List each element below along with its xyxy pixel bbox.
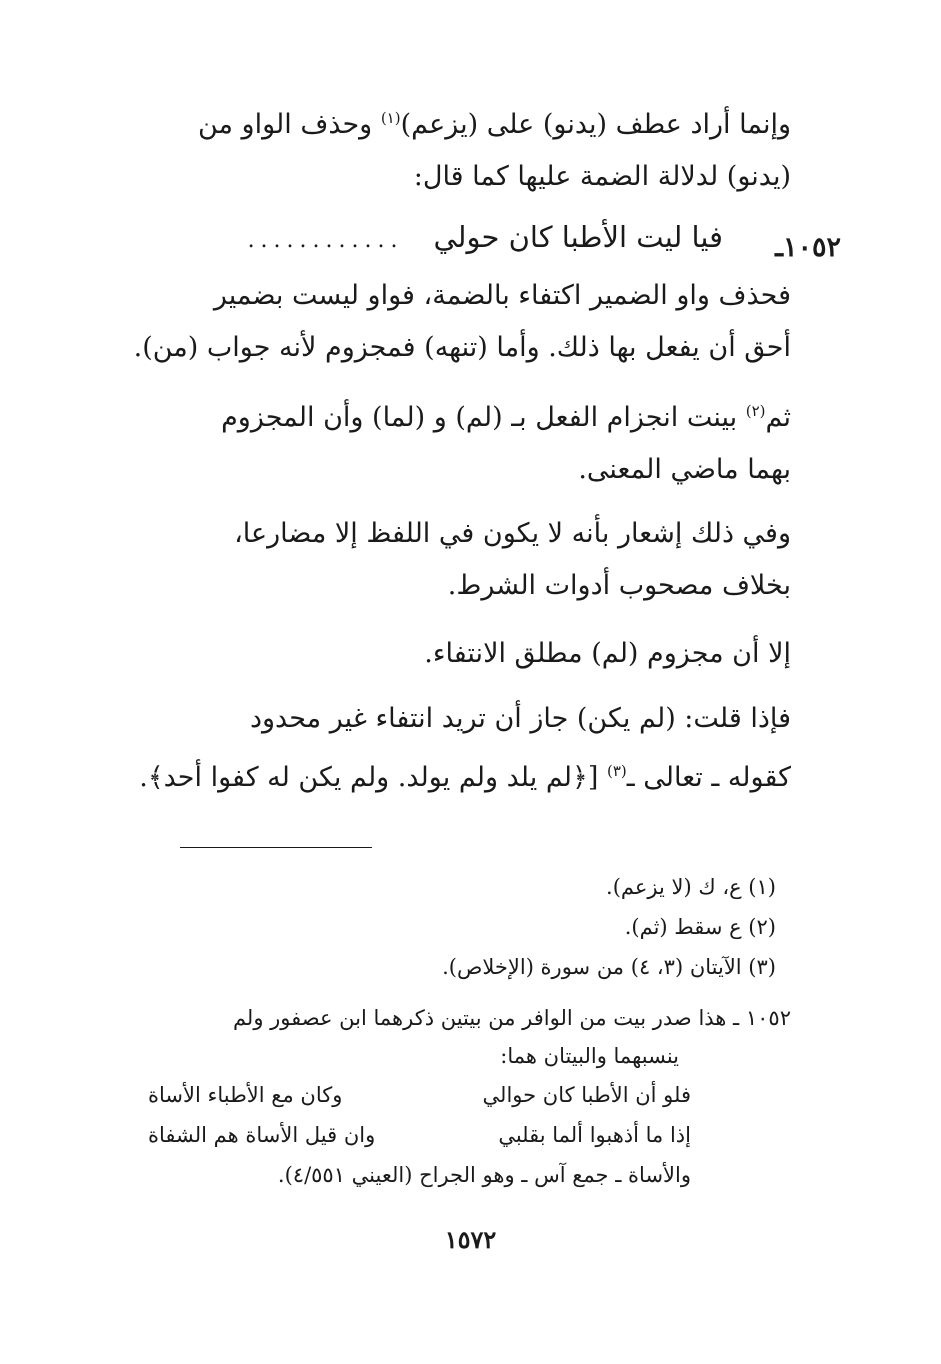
poem-hemistich: وكان مع الأطباء الأساة [148,1083,343,1107]
footnote-separator [180,847,372,848]
text-line: ثم [765,402,791,433]
footnote-ref: (٢) [745,402,766,420]
verse-text: فيا ليت الأطبا كان حولي [433,220,723,254]
poem-hemistich: إذا ما أذهبوا ألما بقلبي [498,1123,691,1147]
page-number: ١٥٧٢ [444,1225,497,1254]
text-line: فإذا قلت: (لم يكن) جاز أن تريد انتفاء غير محدود [249,703,791,734]
text-line: [﴿لم يلد ولم يولد. ولم يكن له كفوا أحد﴾. [139,762,607,793]
footnote-ref: (٣) [606,762,627,780]
verse-dots: ............ [247,228,404,253]
verse-number: ١٠٥٢ـ [775,232,841,263]
paragraph-2 [111,270,791,374]
text-line: (يدنو) لدلالة الضمة عليها كما قال: [413,161,791,192]
verse-line [248,220,723,254]
text-line: فحذف واو الضمير اكتفاء بالضمة، فواو ليست بضمير [213,280,791,311]
text-line: إلا أن مجزوم (لم) مطلق الانتفاء. [424,638,791,669]
footnote-2: (٢) ع سقط (ثم). [624,915,776,939]
text-line: وفي ذلك إشعار بأنه لا يكون في اللفظ إلا مضارعا، [234,518,791,549]
commentary-line-1: ١٠٥٢ ـ هذا صدر بيت من الوافر من بيتين ذكرهما ابن عصفور ولم [232,1006,791,1030]
footnote-ref: (١) [380,109,401,127]
paragraph-5 [111,628,791,680]
text-line: وحذف الواو من [197,109,381,140]
commentary-line-2: ينسبهما والبيتان هما: [500,1044,679,1068]
footnote-1: (١) ع، ك (لا يزعم). [606,875,776,899]
paragraph-3 [111,385,791,496]
paragraph-6 [111,693,791,804]
footnote-3: (٣) الآيتان (٣، ٤) من سورة (الإخلاص). [442,955,776,979]
text-line: بهما ماضي المعنى. [578,454,791,485]
poem-hemistich: وان قيل الأساة هم الشفاة [148,1123,376,1147]
commentary-last-line: والأساة ـ جمع آس ـ وهو الجراح (العيني ٤/٥٥١). [277,1163,691,1187]
paragraph-1 [111,92,791,203]
text-line: كقوله ـ تعالى ـ [626,762,791,793]
paragraph-4 [111,508,791,612]
poem-hemistich: فلو أن الأطبا كان حوالي [482,1083,691,1107]
text-line: بخلاف مصحوب أدوات الشرط. [447,570,791,601]
text-line: أحق أن يفعل بها ذلك. وأما (تنهه) فمجزوم لأنه جواب (من). [133,332,791,363]
text-line: بينت انجزام الفعل بـ (لم) و (لما) وأن المجزوم [221,402,746,433]
text-line: وإنما أراد عطف (يدنو) على (يزعم) [400,109,791,140]
